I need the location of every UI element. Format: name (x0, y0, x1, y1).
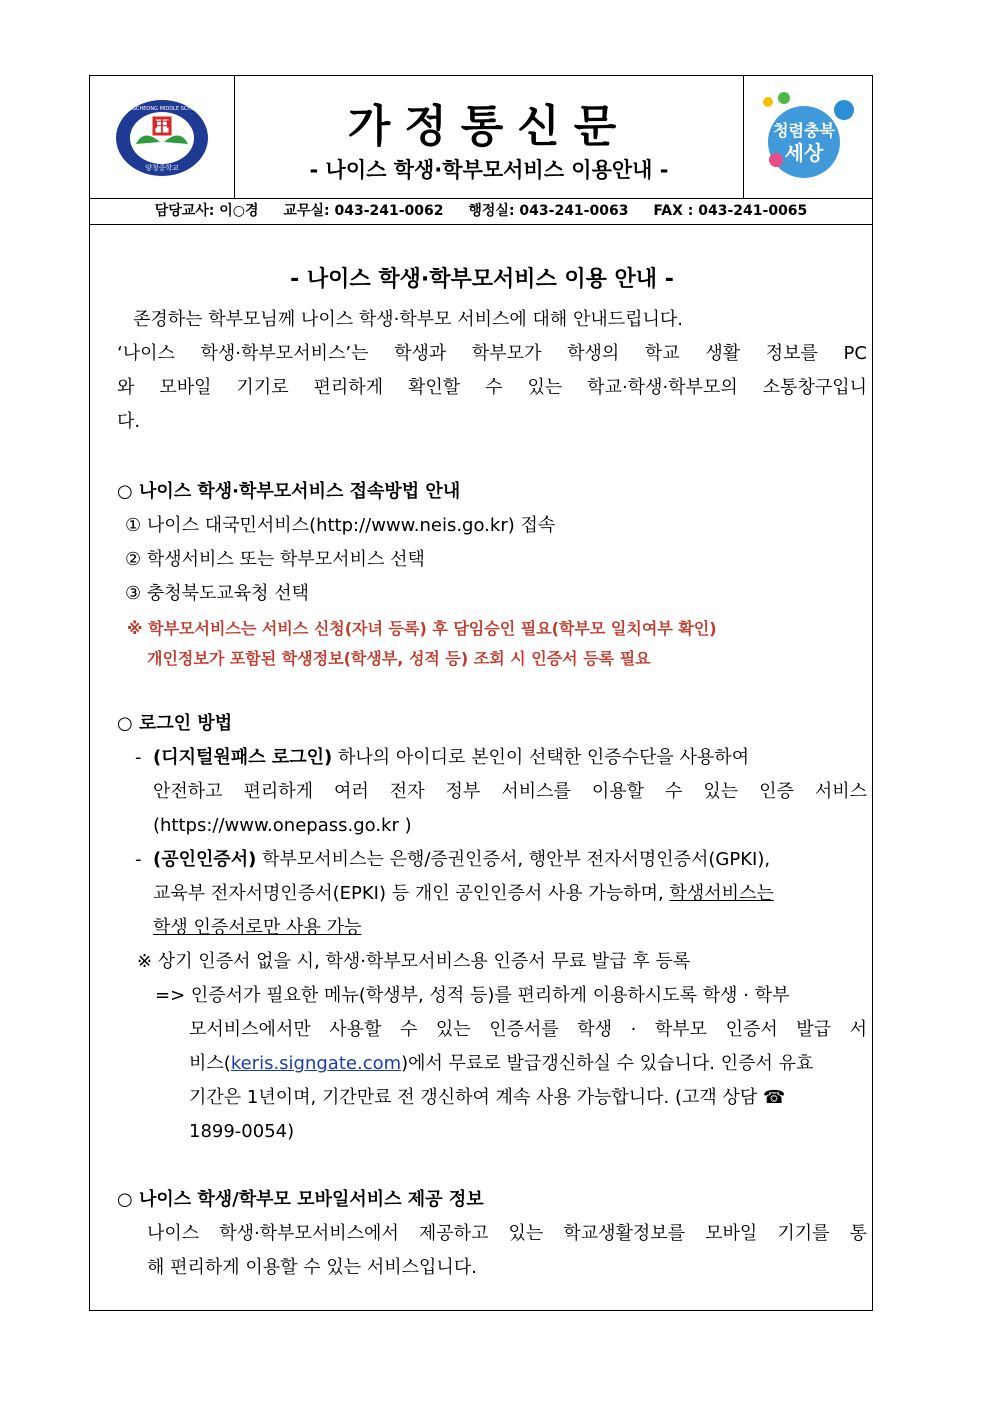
section-1-item: ③ 충청북도교육청 선택 (125, 583, 310, 604)
contact-teacher: 담당교사: 이○경 (154, 203, 259, 219)
page-subtitle: - 나이스 학생·학부모서비스 이용안내 - (309, 158, 669, 182)
arrow-line-2: 모서비스에서만 사용할 수 있는 인증서를 학생 · 학부모 인증서 발급 서 (189, 1019, 867, 1040)
contact-bar (90, 198, 872, 225)
cert-line-2-text: 교육부 전자서명인증서(EPKI) 등 개인 공인인증서 사용 가능하며, (153, 883, 670, 904)
onepass-line-2: 안전하고 편리하게 여러 전자 정부 서비스를 이용할 수 있는 인증 서비스 (153, 781, 867, 802)
onepass-text: 하나의 아이디로 본인이 선택한 인증수단을 사용하여 (332, 747, 750, 768)
cert-line-3: 학생 인증서로만 사용 가능 (153, 917, 362, 938)
section-1-note: 개인정보가 포함된 학생정보(학생부, 성적 등) 조회 시 인증서 등록 필요 (147, 649, 651, 668)
intro-line-3: 와 모바일 기기로 편리하게 확인할 수 있는 학교·학생·학부모의 소통창구입니 (117, 377, 867, 398)
header (90, 76, 872, 199)
section-1-note: ※ 학부모서비스는 서비스 신청(자녀 등록) 후 담임승인 필요(학부모 일치여부 확인) (127, 619, 717, 638)
section-3-line-1: 나이스 학생·학부모서비스에서 제공하고 있는 학교생활정보를 모바일 기기를 통 (147, 1223, 867, 1244)
integrity-logo-line2: 세상 (784, 141, 824, 165)
school-logo-ring-text: YANGCHEONG MIDDLE SCHOOL (122, 106, 202, 112)
contact-fax: FAX : 043-241-0065 (653, 203, 808, 219)
integrity-logo (758, 90, 858, 184)
arrow-line-5: 1899-0054) (189, 1121, 295, 1142)
document-frame (89, 75, 873, 1311)
school-logo-cell (90, 76, 235, 198)
onepass-url: (https://www.onepass.go.kr ) (153, 815, 412, 836)
cert-label: (공인인증서) (153, 849, 257, 870)
contact-office: 교무실: 043-241-0062 (283, 203, 444, 219)
intro-line-2: ‘나이스 학생·학부모서비스’는 학생과 학부모가 학생의 학교 생활 정보를 PC (117, 343, 867, 364)
section-1-heading: ○ 나이스 학생·학부모서비스 접속방법 안내 (117, 481, 461, 502)
arrow-line-3-b: )에서 무료로 발급갱신하실 수 있습니다. 인증서 유효 (401, 1053, 814, 1074)
onepass-label: (디지털원패스 로그인) (153, 747, 333, 768)
integrity-logo-line1: 청렴충북 (773, 121, 835, 140)
arrow-line-4: 기간은 1년이며, 기간만료 전 갱신하여 계속 사용 가능합니다. (고객 상담 ☎ (189, 1087, 786, 1108)
header-title-cell (234, 76, 744, 198)
school-logo-char: 中 (153, 116, 171, 135)
cert-line-2 (153, 882, 774, 906)
section-2-note: ※ 상기 인증서 없을 시, 학생·학부모서비스용 인증서 무료 발급 후 등록 (137, 951, 691, 972)
intro-line-4: 다. (117, 411, 141, 432)
arrow-line-3-a: 비스( (189, 1053, 231, 1074)
section-1-item: ② 학생서비스 또는 학부모서비스 선택 (125, 549, 425, 570)
cert-text: 학부모서비스는 은행/증권인증서, 행안부 전자서명인증서(GPKI), (256, 849, 771, 870)
section-2-item-onepass (153, 746, 749, 770)
section-3-line-2: 해 편리하게 이용할 수 있는 서비스입니다. (147, 1257, 477, 1278)
signgate-link[interactable]: keris.signgate.com (230, 1053, 402, 1074)
section-2-item-cert (153, 848, 770, 872)
right-logo-cell (743, 76, 872, 198)
bullet-dash-icon: - (135, 849, 142, 870)
section-1-item: ① 나이스 대국민서비스(http://www.neis.go.kr) 접속 (125, 515, 556, 536)
section-3-heading: ○ 나이스 학생/학부모 모바일서비스 제공 정보 (117, 1189, 484, 1210)
body-title: - 나이스 학생·학부모서비스 이용 안내 - (290, 267, 674, 292)
arrow-line-1: => 인증서가 필요한 메뉴(학생부, 성적 등)를 편리하게 이용하시도록 학생 · 학부 (155, 985, 790, 1006)
bullet-dash-icon: - (135, 747, 142, 768)
arrow-line-3 (189, 1052, 813, 1076)
school-logo (114, 98, 210, 178)
page-title: 가정통신문 (347, 101, 631, 152)
section-2-heading: ○ 로그인 방법 (117, 713, 233, 734)
school-logo-bottom-text: 양청중학교 (145, 164, 179, 172)
cert-line-2-underlined: 학생서비스는 (669, 883, 774, 904)
intro-line-1: 존경하는 학부모님께 나이스 학생·학부모 서비스에 대해 안내드립니다. (133, 309, 684, 330)
contact-admin: 행정실: 043-241-0063 (468, 203, 629, 219)
